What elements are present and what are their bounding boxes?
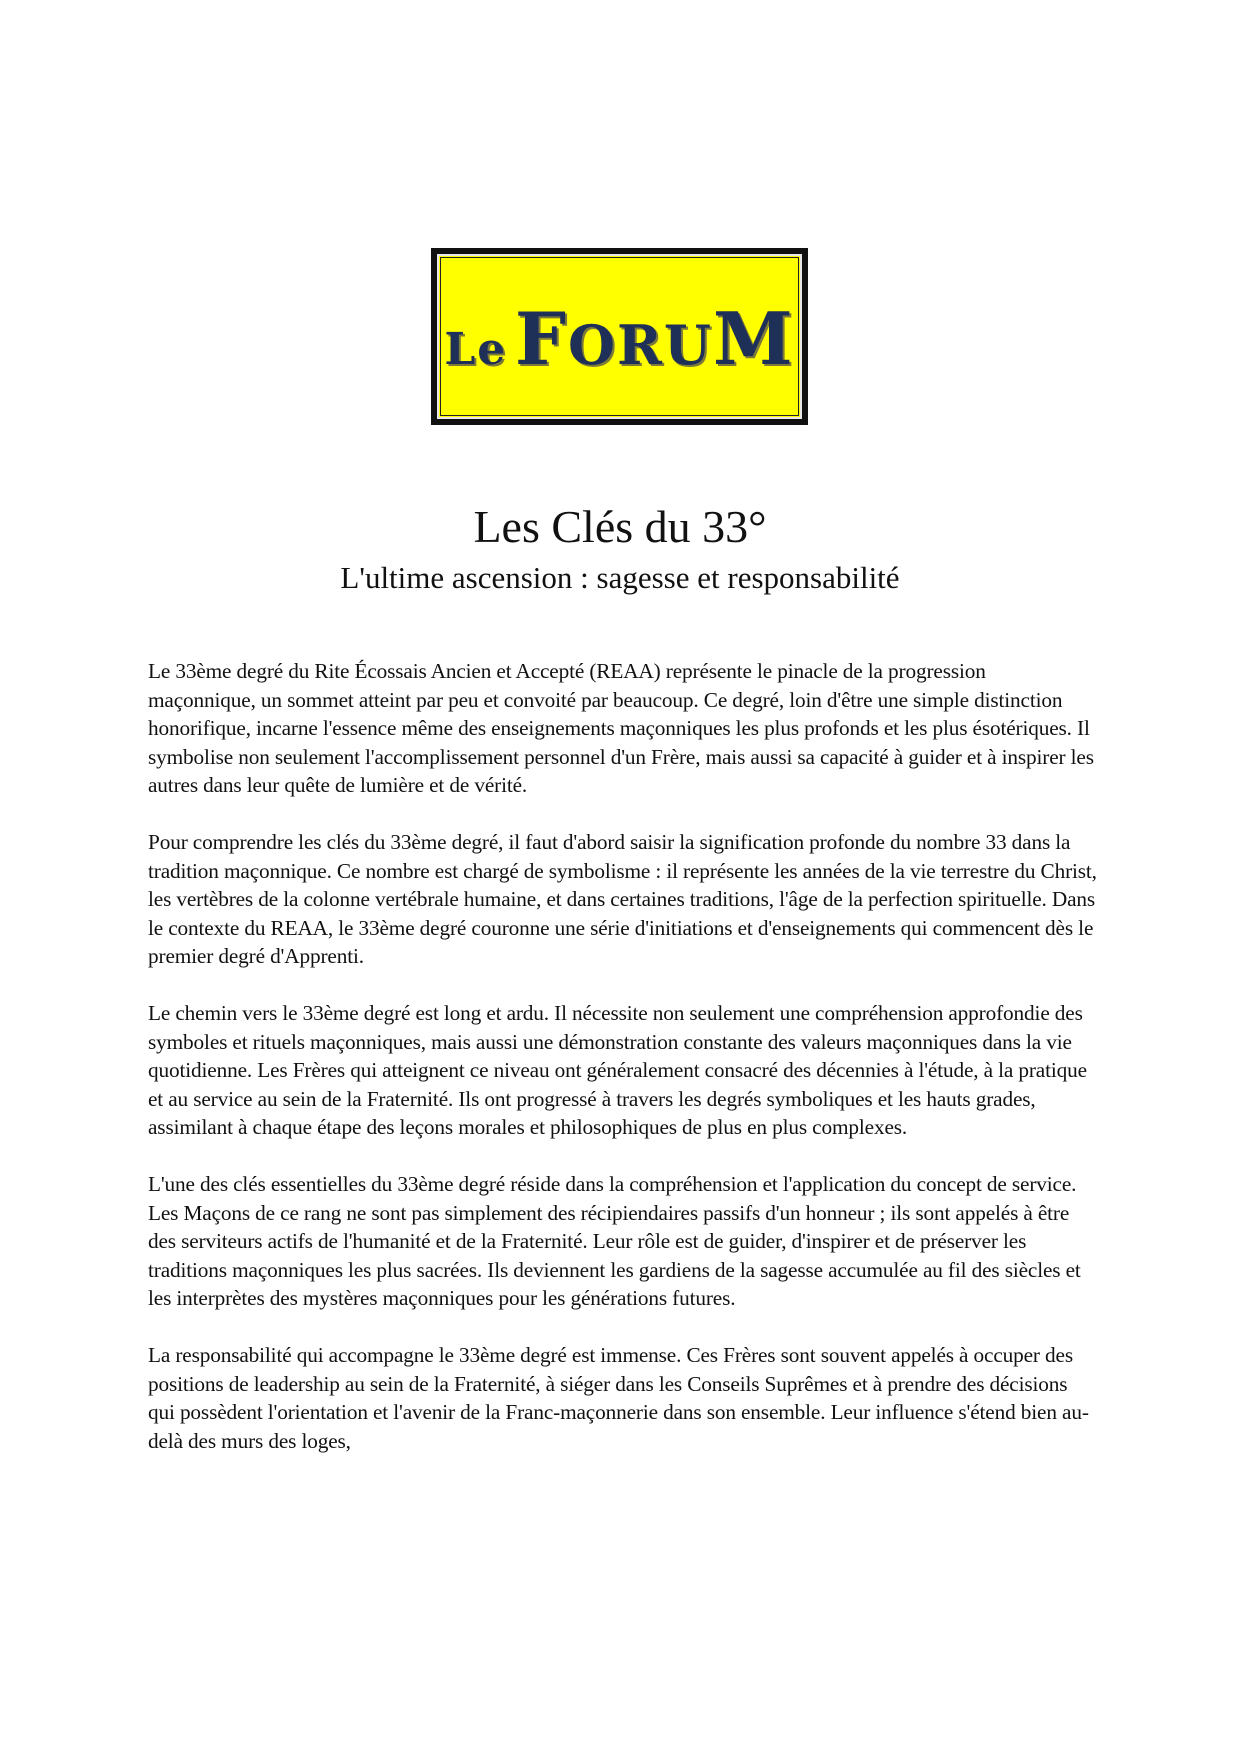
paragraph: La responsabilité qui accompagne le 33ème degré est immense. Ces Frères sont souvent appelés à occuper des positions de leadership au sein de la Fraternité, à siéger dans les Conseils Suprêmes et à prendre des décisions qui possèdent l'orientation et l'avenir de la Franc-maçonnerie dans son ensemble. Leur influence s'étend bien au-delà des murs des loges, [148, 1343, 1089, 1453]
paragraph: L'une des clés essentielles du 33ème degré réside dans la compréhension et l'application du concept de service. Les Maçons de ce rang ne sont pas simplement des récipiendaires passifs d'un honneur ; ils sont appelés à être des serviteurs actifs de l'humanité et de la Fraternité. Leur rôle est de guider, d'inspirer et de préserver les traditions maçonniques les plus sacrées. Ils deviennent les gardiens de la sagesse accumulée au fil des siècles et les interprètes des mystères maçonniques pour les générations futures. [148, 1172, 1081, 1310]
logo-le: Le [444, 324, 508, 375]
logo-wordmark [439, 296, 800, 381]
logo-forum-m: M [712, 296, 795, 381]
logo-forum [515, 296, 795, 381]
logo-forum-oru: ORU [567, 313, 713, 377]
paragraph: Le chemin vers le 33ème degré est long et ardu. Il nécessite non seulement une compréhension approfondie des symboles et rituels maçonniques, mais aussi une démonstration constante des valeurs maçonniques dans la vie quotidienne. Les Frères qui atteignent ce niveau ont généralement consacré des décennies à l'étude, à la pratique et au service au sein de la Fraternité. Ils ont progressé à travers les degrés symboliques et les hauts grades, assimilant à chaque étape des leçons morales et philosophiques de plus en plus complexes. [148, 1001, 1087, 1139]
document-title: Les Clés du 33° [473, 501, 767, 552]
paragraph: Le 33ème degré du Rite Écossais Ancien et Accepté (REAA) représente le pinacle de la progression maçonnique, un sommet atteint par peu et convoité par beaucoup. Ce degré, loin d'être une simple distinction honorifique, incarne l'essence même des enseignements maçonniques les plus profonds et les plus ésotériques. Il symbolise non seulement l'accomplissement personnel d'un Frère, mais aussi sa capacité à guider et à inspirer les autres dans leur quête de lumière et de vérité. [148, 659, 1094, 797]
logo-forum-f: F [514, 296, 568, 381]
le-forum-logo [431, 248, 808, 425]
paragraph: Pour comprendre les clés du 33ème degré, il faut d'abord saisir la signification profonde du nombre 33 dans la tradition maçonnique. Ce nombre est chargé de symbolisme : il représente les années de la vie terrestre du Christ, les vertèbres de la colonne vertébrale humaine, et dans certaines traditions, l'âge de la perfection spirituelle. Dans le contexte du REAA, le 33ème degré couronne une série d'initiations et d'enseignements qui commencent dès le premier degré d'Apprenti. [148, 830, 1097, 968]
document-body [148, 657, 1098, 1484]
document-subtitle: L'ultime ascension : sagesse et responsabilité [340, 560, 900, 595]
logo-yellow-panel [437, 254, 802, 419]
